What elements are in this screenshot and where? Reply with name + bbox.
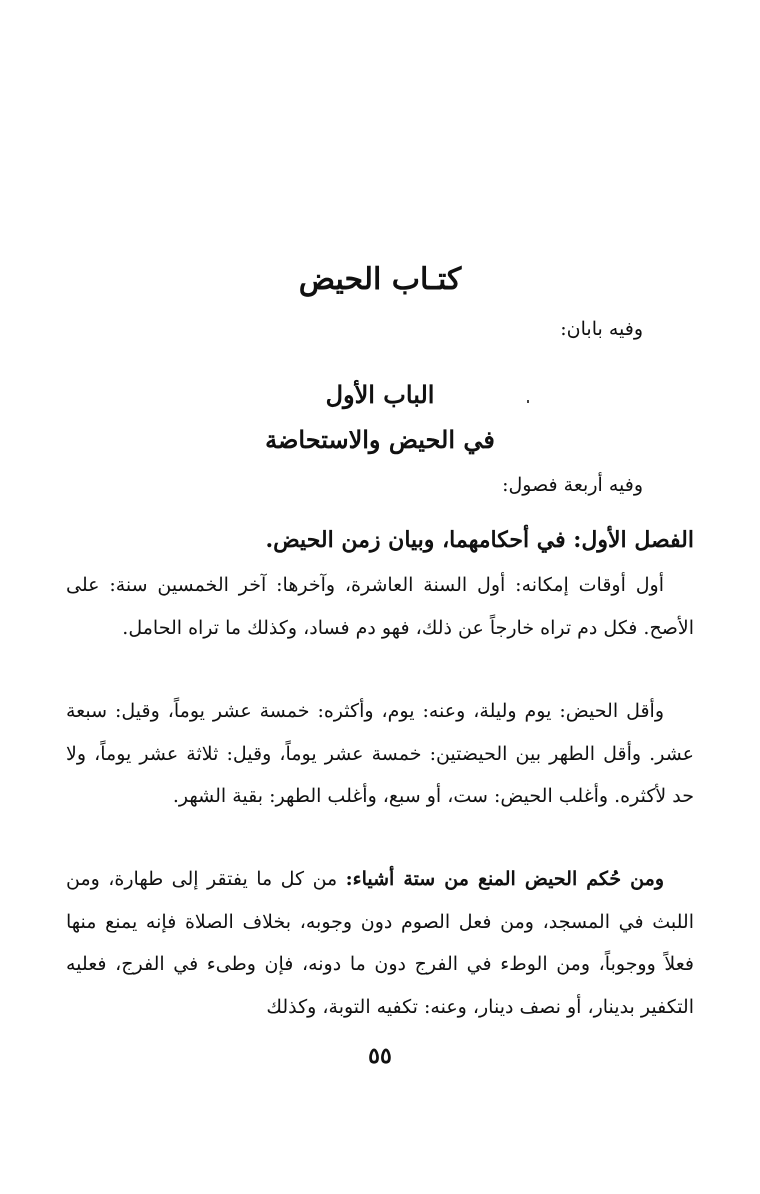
paragraph-3 xyxy=(66,858,694,1028)
chapter-title: الباب الأول xyxy=(325,380,435,409)
section-title: الفصل الأول: في أحكامهما، وبيان زمن الحيض. xyxy=(265,527,694,553)
paragraph-2: وأقل الحيض: يوم وليلة، وعنه: يوم، وأكثره: خمسة عشر يوماً، وقيل: سبعة عشر. وأقل الطهر بين الحيضتين: خمسة عشر يوماً، وقيل: ثلاثة عشر يوماً، ولا حد لأكثره. وأغلب الحيض: ست، أو سبع، وأغلب الطهر: بقية الشهر. xyxy=(66,700,694,807)
paragraph-1: أول أوقات إمكانه: أول السنة العاشرة، وآخرها: آخر الخمسين سنة: على الأصح. فكل دم تراه خارجاً عن ذلك، فهو دم فساد، وكذلك ما تراه الحامل. xyxy=(66,574,694,639)
page-number: ٥٥ xyxy=(368,1043,392,1069)
chapter-intro: وفيه أربعة فصول: xyxy=(502,474,643,496)
book-intro: وفيه بابان: xyxy=(560,318,643,340)
book-title: كتـاب الحيض xyxy=(298,262,462,297)
chapter-subtitle: في الحيض والاستحاضة xyxy=(265,425,495,454)
paragraph-3-lead: ومن حُكم الحيض المنع من ستة أشياء: xyxy=(345,868,664,890)
paragraph-3-rest: من كل ما يفتقر إلى طهارة، ومن اللبث في المسجد، ومن فعل الصوم دون وجوبه، بخلاف الصلاة فإنه يمنع منها فعلاً ووجوباً، ومن الوطء في الفرج دون ما دونه، فإن وطىء في الفرج، فعليه التكفير بدينار، أو نصف دينار، وعنه: تكفيه التوبة، وكذلك xyxy=(66,868,694,1018)
